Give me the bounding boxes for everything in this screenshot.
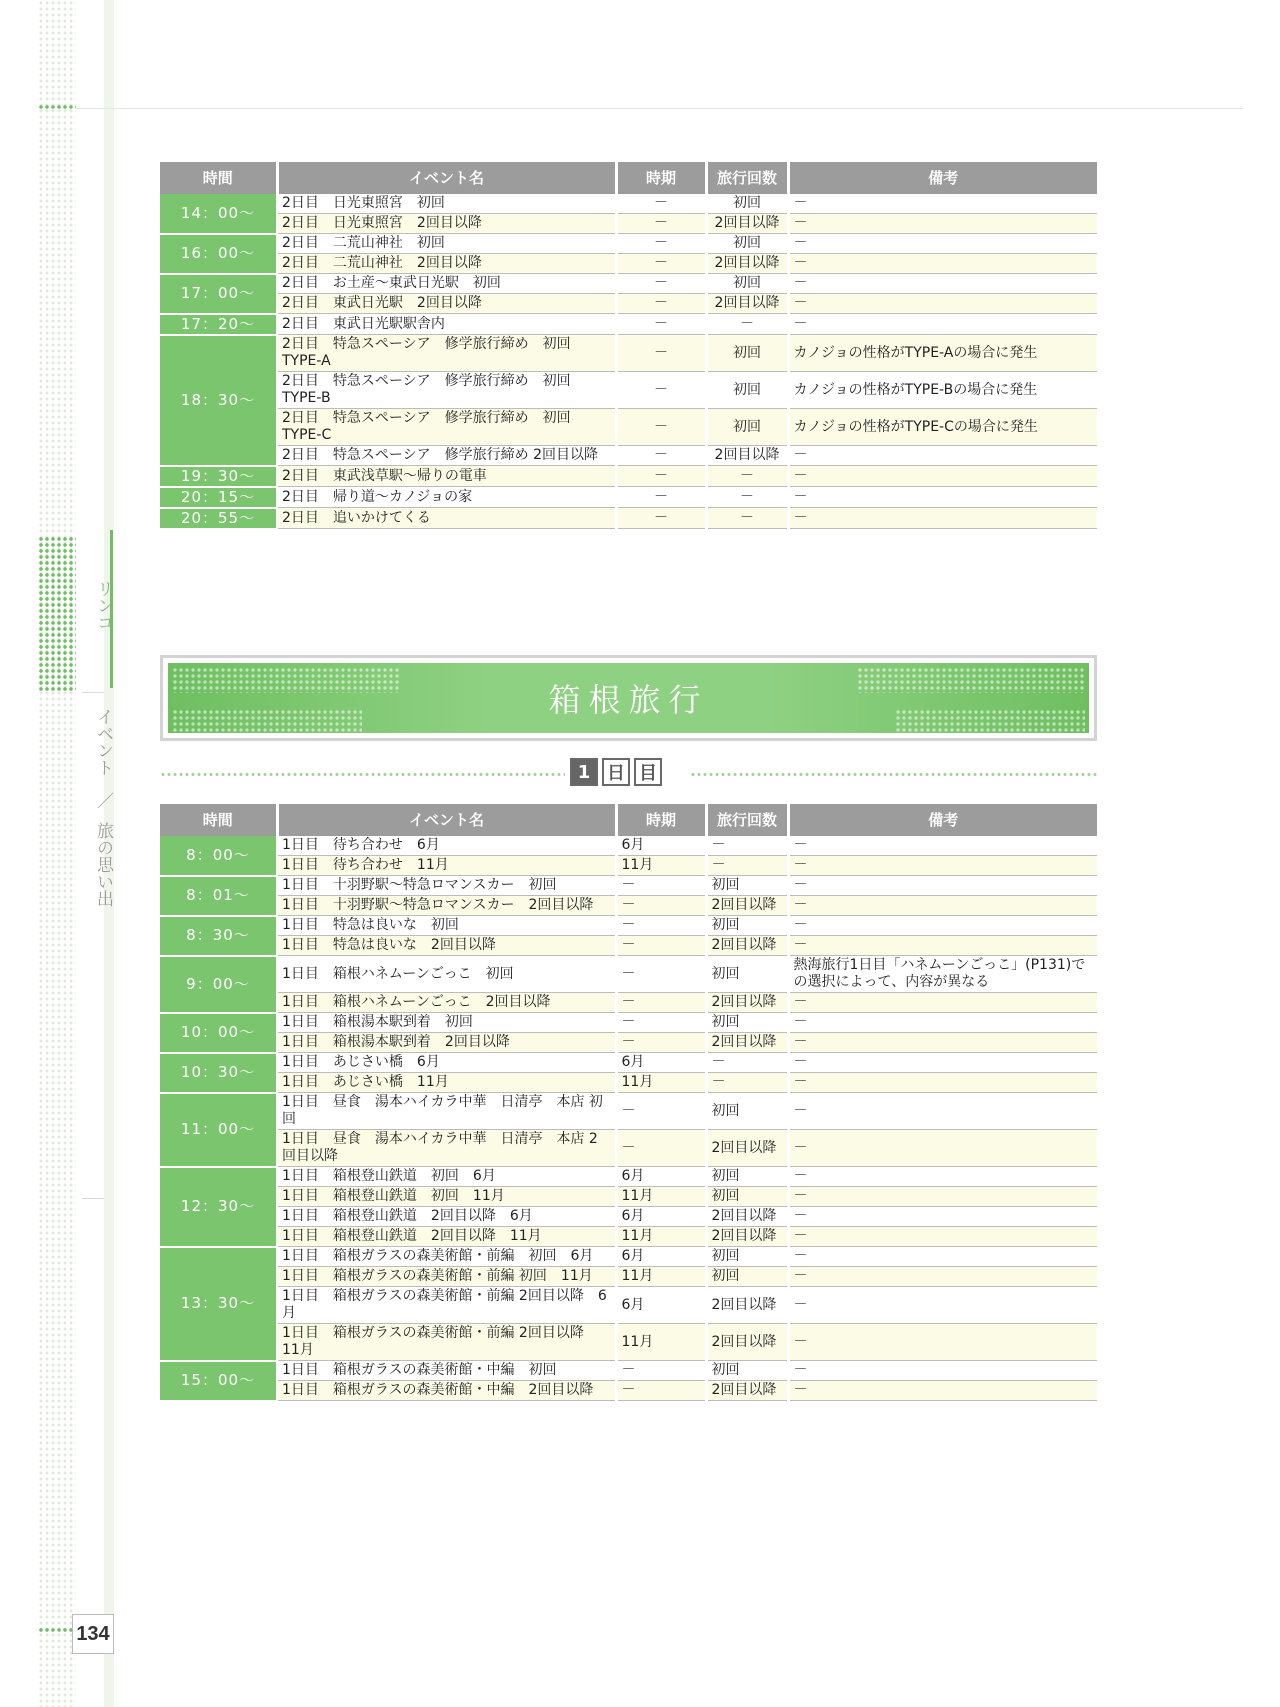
trip-count-cell: 2回目以降 (706, 1287, 788, 1324)
table-row (160, 274, 1097, 294)
sidebar-tab-event[interactable]: イベント (93, 708, 113, 776)
notes-cell: － (788, 1033, 1097, 1053)
table-row (160, 1053, 1097, 1073)
notes-cell: － (788, 274, 1097, 294)
event-name-cell: 1日目 あじさい橋 6月 (277, 1053, 616, 1073)
event-name-cell: 2日目 特急スペーシア 修学旅行締め 初回 TYPE-C (277, 409, 616, 446)
event-name-cell: 1日目 十羽野駅～特急ロマンスカー 初回 (277, 876, 616, 896)
header-season: 時期 (616, 804, 706, 836)
table-row (160, 1093, 1097, 1130)
season-cell: － (616, 1130, 706, 1167)
table-row (160, 254, 1097, 274)
season-cell: 11月 (616, 1267, 706, 1287)
notes-cell: カノジョの性格がTYPE-Cの場合に発生 (788, 409, 1097, 446)
table-row (160, 856, 1097, 876)
season-cell: 6月 (616, 1053, 706, 1073)
event-name-cell: 2日目 お土産～東武日光駅 初回 (277, 274, 616, 294)
table-row (160, 487, 1097, 508)
time-cell: 8：00～ (160, 836, 277, 876)
trip-count-cell: － (706, 466, 788, 487)
table-row (160, 876, 1097, 896)
trip-count-cell: 初回 (706, 372, 788, 409)
notes-cell: － (788, 1287, 1097, 1324)
table-row (160, 508, 1097, 529)
trip-count-cell: 初回 (706, 1361, 788, 1381)
event-name-cell: 1日目 箱根ハネムーンごっこ 初回 (277, 956, 616, 993)
day-dotline-right (690, 773, 1097, 776)
trip-count-cell: 2回目以降 (706, 993, 788, 1013)
notes-cell: － (788, 876, 1097, 896)
banner-background (168, 663, 1089, 733)
table-row (160, 1130, 1097, 1167)
day-char-box: 目 (634, 758, 662, 786)
season-cell: － (616, 956, 706, 993)
table-row (160, 956, 1097, 993)
season-cell: － (616, 1381, 706, 1401)
notes-cell: － (788, 194, 1097, 214)
notes-cell: － (788, 214, 1097, 234)
table-row (160, 1267, 1097, 1287)
notes-cell: － (788, 234, 1097, 254)
notes-cell: カノジョの性格がTYPE-Aの場合に発生 (788, 335, 1097, 372)
trip-count-cell: 2回目以降 (706, 1381, 788, 1401)
notes-cell: － (788, 254, 1097, 274)
event-name-cell: 1日目 昼食 湯本ハイカラ中華 日清亭 本店 初回 (277, 1093, 616, 1130)
time-cell: 10：00～ (160, 1013, 277, 1053)
header-event-name: イベント名 (277, 162, 616, 194)
header-trip-count: 旅行回数 (706, 804, 788, 836)
header-event-name: イベント名 (277, 804, 616, 836)
notes-cell: カノジョの性格がTYPE-Bの場合に発生 (788, 372, 1097, 409)
notes-cell: － (788, 446, 1097, 466)
event-table-hakone-day1 (160, 804, 1097, 1402)
notes-cell: － (788, 836, 1097, 856)
season-cell: － (616, 335, 706, 372)
notes-cell: － (788, 993, 1097, 1013)
trip-count-cell: 初回 (706, 1187, 788, 1207)
event-name-cell: 1日目 箱根湯本駅到着 初回 (277, 1013, 616, 1033)
season-cell: 11月 (616, 1187, 706, 1207)
table-row (160, 294, 1097, 314)
notes-cell: － (788, 1324, 1097, 1361)
trip-count-cell: 初回 (706, 916, 788, 936)
day-dotline-left (160, 773, 565, 776)
header-notes: 備考 (788, 804, 1097, 836)
table-row (160, 314, 1097, 335)
time-cell: 17：00～ (160, 274, 277, 314)
season-cell: － (616, 314, 706, 335)
margin-dot-pattern (38, 0, 76, 1707)
table-row (160, 1033, 1097, 1053)
table-row (160, 1073, 1097, 1093)
table-row (160, 372, 1097, 409)
trip-count-cell: 初回 (706, 1013, 788, 1033)
notes-cell: － (788, 1093, 1097, 1130)
season-cell: 11月 (616, 1073, 706, 1093)
margin-dot-marker-bottom (38, 1627, 76, 1633)
trip-count-cell: 2回目以降 (706, 1227, 788, 1247)
table-row (160, 936, 1097, 956)
season-cell: 6月 (616, 836, 706, 856)
margin-dot-marker-top (38, 104, 76, 110)
trip-count-cell: 2回目以降 (706, 936, 788, 956)
season-cell: － (616, 446, 706, 466)
table-row (160, 409, 1097, 446)
season-cell: 6月 (616, 1167, 706, 1187)
season-cell: 6月 (616, 1207, 706, 1227)
table-row (160, 1187, 1097, 1207)
season-cell: － (616, 466, 706, 487)
notes-cell: － (788, 1073, 1097, 1093)
trip-count-cell: － (706, 856, 788, 876)
season-cell: － (616, 234, 706, 254)
day-char-box: 日 (602, 758, 630, 786)
notes-cell: － (788, 936, 1097, 956)
table-row (160, 916, 1097, 936)
season-cell: － (616, 487, 706, 508)
notes-cell: － (788, 1247, 1097, 1267)
event-name-cell: 2日目 日光東照宮 2回目以降 (277, 214, 616, 234)
event-name-cell: 1日目 箱根ハネムーンごっこ 2回目以降 (277, 993, 616, 1013)
notes-cell: － (788, 1267, 1097, 1287)
day-heading (160, 758, 1097, 790)
section-title-banner (160, 655, 1097, 741)
trip-count-cell: 2回目以降 (706, 1324, 788, 1361)
time-cell: 14：00～ (160, 194, 277, 234)
sidebar-separator (82, 1198, 104, 1199)
notes-cell: － (788, 1013, 1097, 1033)
season-cell: 11月 (616, 1324, 706, 1361)
table-row (160, 446, 1097, 466)
trip-count-cell: 2回目以降 (706, 294, 788, 314)
notes-cell: － (788, 896, 1097, 916)
event-name-cell: 1日目 待ち合わせ 6月 (277, 836, 616, 856)
trip-count-cell: 初回 (706, 335, 788, 372)
notes-cell: 熱海旅行1日目「ハネムーンごっこ」(P131)での選択によって、内容が異なる (788, 956, 1097, 993)
table-row (160, 1381, 1097, 1401)
time-cell: 15：00～ (160, 1361, 277, 1401)
table-row (160, 1207, 1097, 1227)
table-row (160, 1361, 1097, 1381)
season-cell: － (616, 294, 706, 314)
event-name-cell: 1日目 特急は良いな 2回目以降 (277, 936, 616, 956)
header-notes: 備考 (788, 162, 1097, 194)
season-cell: 6月 (616, 1287, 706, 1324)
season-cell: － (616, 936, 706, 956)
notes-cell: － (788, 1130, 1097, 1167)
season-cell: － (616, 1361, 706, 1381)
event-name-cell: 2日目 東武日光駅駅舎内 (277, 314, 616, 335)
table-header-row (160, 804, 1097, 836)
notes-cell: － (788, 487, 1097, 508)
table-row (160, 335, 1097, 372)
time-cell: 20：15～ (160, 487, 277, 508)
trip-count-cell: 2回目以降 (706, 896, 788, 916)
header-season: 時期 (616, 162, 706, 194)
event-name-cell: 2日目 東武日光駅 2回目以降 (277, 294, 616, 314)
sidebar-tab-slash: ／ (93, 792, 113, 809)
event-name-cell: 1日目 昼食 湯本ハイカラ中華 日清亭 本店 2回目以降 (277, 1130, 616, 1167)
trip-count-cell: 初回 (706, 1167, 788, 1187)
trip-count-cell: － (706, 487, 788, 508)
season-cell: － (616, 993, 706, 1013)
notes-cell: － (788, 916, 1097, 936)
event-name-cell: 2日目 東武浅草駅～帰りの電車 (277, 466, 616, 487)
event-name-cell: 2日目 追いかけてくる (277, 508, 616, 529)
trip-count-cell: 2回目以降 (706, 446, 788, 466)
header-time: 時間 (160, 162, 277, 194)
table-row (160, 1324, 1097, 1361)
event-name-cell: 1日目 箱根ガラスの森美術館・前編 2回目以降 11月 (277, 1324, 616, 1361)
trip-count-cell: 2回目以降 (706, 1207, 788, 1227)
season-cell: － (616, 896, 706, 916)
trip-count-cell: 初回 (706, 234, 788, 254)
time-cell: 19：30～ (160, 466, 277, 487)
sidebar-tab-rinko[interactable]: リンコ (93, 580, 113, 631)
season-cell: － (616, 1093, 706, 1130)
time-cell: 10：30～ (160, 1053, 277, 1093)
season-cell: － (616, 916, 706, 936)
trip-count-cell: － (706, 836, 788, 856)
time-cell: 20：55～ (160, 508, 277, 529)
trip-count-cell: 2回目以降 (706, 254, 788, 274)
section-title: 箱根旅行 (548, 681, 709, 719)
season-cell: － (616, 409, 706, 446)
event-table-day2 (160, 162, 1097, 530)
trip-count-cell: － (706, 508, 788, 529)
time-cell: 13：30～ (160, 1247, 277, 1361)
margin-dot-pattern-active (38, 536, 76, 692)
notes-cell: － (788, 1167, 1097, 1187)
season-cell: － (616, 254, 706, 274)
time-cell: 8：30～ (160, 916, 277, 956)
season-cell: － (616, 1033, 706, 1053)
table-row (160, 466, 1097, 487)
trip-count-cell: 初回 (706, 274, 788, 294)
trip-count-cell: 2回目以降 (706, 1130, 788, 1167)
event-name-cell: 1日目 箱根登山鉄道 2回目以降 6月 (277, 1207, 616, 1227)
table-row (160, 234, 1097, 254)
table-row (160, 1227, 1097, 1247)
season-cell: － (616, 1013, 706, 1033)
time-cell: 18：30～ (160, 335, 277, 466)
event-name-cell: 1日目 あじさい橋 11月 (277, 1073, 616, 1093)
time-cell: 12：30～ (160, 1167, 277, 1247)
time-cell: 16：00～ (160, 234, 277, 274)
event-name-cell: 1日目 特急は良いな 初回 (277, 916, 616, 936)
header-trip-count: 旅行回数 (706, 162, 788, 194)
notes-cell: － (788, 1227, 1097, 1247)
table-row (160, 1013, 1097, 1033)
event-name-cell: 1日目 箱根湯本駅到着 2回目以降 (277, 1033, 616, 1053)
season-cell: － (616, 214, 706, 234)
season-cell: － (616, 194, 706, 214)
table-row (160, 214, 1097, 234)
table-row (160, 194, 1097, 214)
event-name-cell: 1日目 箱根登山鉄道 初回 11月 (277, 1187, 616, 1207)
trip-count-cell: － (706, 1053, 788, 1073)
trip-count-cell: 初回 (706, 1247, 788, 1267)
event-name-cell: 1日目 箱根ガラスの森美術館・前編 初回 6月 (277, 1247, 616, 1267)
season-cell: 6月 (616, 1247, 706, 1267)
notes-cell: － (788, 1053, 1097, 1073)
day-label (570, 758, 662, 786)
table-row (160, 1247, 1097, 1267)
event-name-cell: 2日目 二荒山神社 初回 (277, 234, 616, 254)
table-row (160, 1167, 1097, 1187)
trip-count-cell: － (706, 1073, 788, 1093)
time-cell: 9：00～ (160, 956, 277, 1013)
table-row (160, 993, 1097, 1013)
trip-count-cell: － (706, 314, 788, 335)
season-cell: － (616, 508, 706, 529)
event-name-cell: 1日目 箱根ガラスの森美術館・中編 初回 (277, 1361, 616, 1381)
sidebar-separator (82, 692, 104, 693)
event-name-cell: 2日目 特急スペーシア 修学旅行締め 2回目以降 (277, 446, 616, 466)
season-cell: － (616, 274, 706, 294)
trip-count-cell: 初回 (706, 1093, 788, 1130)
trip-count-cell: 初回 (706, 876, 788, 896)
trip-count-cell: 2回目以降 (706, 1033, 788, 1053)
notes-cell: － (788, 314, 1097, 335)
event-name-cell: 1日目 十羽野駅～特急ロマンスカー 2回目以降 (277, 896, 616, 916)
time-cell: 11：00～ (160, 1093, 277, 1167)
season-cell: 11月 (616, 1227, 706, 1247)
table-row (160, 1287, 1097, 1324)
notes-cell: － (788, 1381, 1097, 1401)
time-cell: 8：01～ (160, 876, 277, 916)
event-name-cell: 2日目 特急スペーシア 修学旅行締め 初回 TYPE-A (277, 335, 616, 372)
day-number-box: 1 (570, 758, 598, 786)
event-name-cell: 1日目 箱根ガラスの森美術館・前編 2回目以降 6月 (277, 1287, 616, 1324)
event-name-cell: 1日目 箱根登山鉄道 2回目以降 11月 (277, 1227, 616, 1247)
page-number: 134 (72, 1614, 114, 1654)
season-cell: 11月 (616, 856, 706, 876)
event-name-cell: 2日目 特急スペーシア 修学旅行締め 初回 TYPE-B (277, 372, 616, 409)
table-row (160, 836, 1097, 856)
header-time: 時間 (160, 804, 277, 836)
event-name-cell: 2日目 帰り道～カノジョの家 (277, 487, 616, 508)
trip-count-cell: 初回 (706, 956, 788, 993)
table-header-row (160, 162, 1097, 194)
notes-cell: － (788, 466, 1097, 487)
notes-cell: － (788, 1207, 1097, 1227)
event-name-cell: 1日目 箱根登山鉄道 初回 6月 (277, 1167, 616, 1187)
season-cell: － (616, 372, 706, 409)
event-name-cell: 2日目 二荒山神社 2回目以降 (277, 254, 616, 274)
event-name-cell: 2日目 日光東照宮 初回 (277, 194, 616, 214)
notes-cell: － (788, 856, 1097, 876)
notes-cell: － (788, 508, 1097, 529)
trip-count-cell: 初回 (706, 1267, 788, 1287)
trip-count-cell: 初回 (706, 409, 788, 446)
header-rule (76, 108, 1244, 109)
season-cell: － (616, 876, 706, 896)
trip-count-cell: 2回目以降 (706, 214, 788, 234)
event-name-cell: 1日目 箱根ガラスの森美術館・中編 2回目以降 (277, 1381, 616, 1401)
event-name-cell: 1日目 待ち合わせ 11月 (277, 856, 616, 876)
notes-cell: － (788, 294, 1097, 314)
notes-cell: － (788, 1361, 1097, 1381)
event-name-cell: 1日目 箱根ガラスの森美術館・前編 初回 11月 (277, 1267, 616, 1287)
trip-count-cell: 初回 (706, 194, 788, 214)
sidebar-tab-memory[interactable]: 旅の思い出 (93, 822, 113, 907)
time-cell: 17：20～ (160, 314, 277, 335)
notes-cell: － (788, 1187, 1097, 1207)
table-row (160, 896, 1097, 916)
